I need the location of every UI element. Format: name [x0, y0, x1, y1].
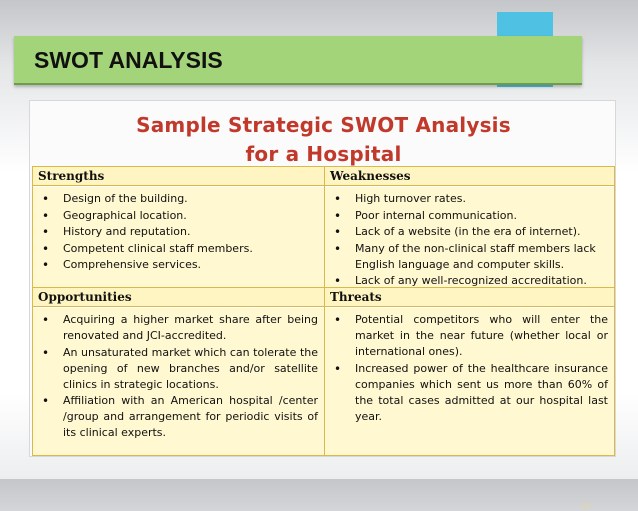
list-item: • Potential competitors who will enter the market in the near future (whether local or international ones). [332, 312, 608, 360]
list-item: • Acquiring a higher market share after being renovated and JCI-accredited. [40, 312, 318, 344]
weaknesses-list [325, 187, 614, 289]
list-item: • An unsaturated market which can tolerate the opening of new branches and/or satellite clinics in strategic locations. [40, 345, 318, 393]
page-number: 24 [581, 502, 590, 511]
threats-cell [325, 288, 614, 455]
list-item: • Comprehensive services. [40, 257, 318, 273]
figure-heading-line2: for a Hospital [245, 142, 402, 166]
weaknesses-cell [325, 167, 614, 287]
list-item: • Competent clinical staff members. [40, 241, 318, 257]
title-bar [14, 36, 582, 85]
list-item: • Many of the non-clinical staff members lack English language and computer skills. [332, 241, 608, 273]
threats-header: Threats [325, 288, 614, 307]
opportunities-list [33, 308, 324, 441]
swot-table [32, 166, 615, 511]
list-item: • History and reputation. [40, 224, 318, 240]
list-item: • Lack of any well-recognized accreditation. [332, 273, 608, 289]
opportunities-cell [33, 288, 324, 455]
threats-list [325, 308, 614, 425]
weaknesses-header: Weaknesses [325, 167, 614, 186]
list-item: • Poor internal communication. [332, 208, 608, 224]
figure-heading-line1: Sample Strategic SWOT Analysis [136, 113, 511, 137]
list-item: • Lack of a website (in the era of internet). [332, 224, 608, 240]
slide-title: SWOT ANALYSIS [34, 47, 223, 73]
strengths-cell [33, 167, 324, 287]
column-divider [324, 167, 325, 455]
list-item: • Affiliation with an American hospital /center /group and arrangement for periodic visits of its clinical experts. [40, 393, 318, 441]
strengths-header: Strengths [33, 167, 324, 186]
swot-figure [29, 100, 616, 511]
row-divider [33, 287, 614, 288]
opportunities-header: Opportunities [33, 288, 324, 307]
list-item: • Increased power of the healthcare insurance companies which sent us more than 60% of the total cases admitted at our hospital last year. [332, 361, 608, 425]
strengths-list [33, 187, 324, 273]
list-item: • Geographical location. [40, 208, 318, 224]
list-item: • High turnover rates. [332, 191, 608, 207]
list-item: • Design of the building. [40, 191, 318, 207]
